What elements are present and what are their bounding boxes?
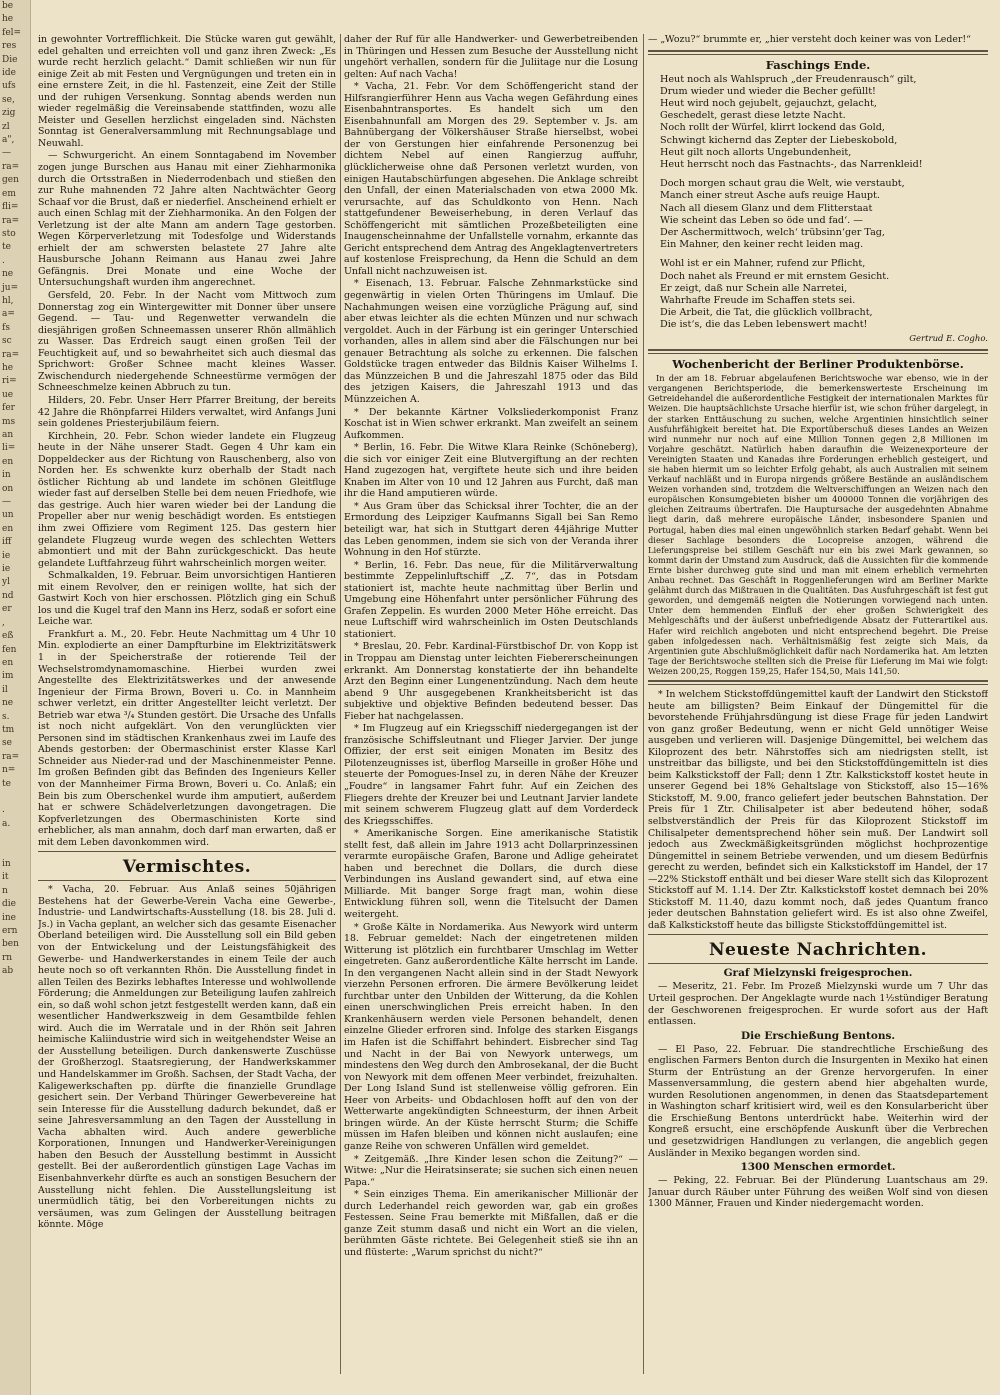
gutter-fragment: ine: [2, 912, 17, 923]
gutter-fragment: in: [2, 859, 11, 869]
gutter-fragment: ufs: [2, 81, 16, 92]
gutter-fragment: fer: [2, 403, 15, 414]
article-kaelte-nordamerika: * Große Kälte in Nordamerika. Aus Newyork wird unterm 18. Februar gemeldet: Nach der eingetretenen milden Witterung ist plötzlich ein furchtbarer Umschlag im Wetter eingetreten. Ganz außerordentliche Kälte herrscht im Lande. In den vergangenen Nacht allein sind in der Stadt Newyork vierzehn Personen erfroren. Die ärmere Bevölkerung leidet furchtbar unter den Unbilden der Witterung, da die Kohlen einen unerschwinglichen Preis erreicht haben. In den Krankenhäusern werden viele Personen behandelt, denen einzelne Glieder erfroren sind. Infolge des starken Eisgangs im Hafen ist die Schiffahrt behindert. Eisbrecher sind Tag und Nacht in der Bai von Newyork unterwegs, um mindestens den Weg durch den Ambrosekanal, der die Bucht von Newyork mit dem offenen Meer verbindet, freizuhalten. Der Long Island Sund ist stellenweise völlig gefroren. Ein Heer von Arbeits- und Obdachlosen hofft auf den von der Wetterwarte angekündigten Schneesturm, der ihnen Arbeit bringen würde. An der Küste herrscht Sturm; die Schiffe müssen im Hafen bleiben und können nicht auslaufen; eine ganze Reihe von schweren Unfällen wird gemeldet.: [344, 921, 638, 1152]
gutter-fragment: ra=: [2, 751, 20, 762]
gutter-fragment: .: [2, 805, 5, 816]
heading-graf-mielzynski: Graf Mielzynski freigesprochen.: [723, 967, 913, 980]
gutter-fragment: yl: [2, 577, 10, 588]
poem-line: Schwingt kichernd das Zepter der Liebeskobold,: [660, 134, 898, 146]
gutter-fragment: em: [2, 188, 16, 199]
gutter-fragment: li=: [2, 443, 16, 454]
gutter-fragment: [0, 1166, 30, 1179]
gutter-fragment: hl,: [2, 295, 14, 306]
gutter-fragment: fen: [2, 644, 17, 655]
poem-line: Drum wieder und wieder die Becher gefüllt!: [660, 85, 876, 97]
gutter-fragment: tm: [2, 724, 15, 735]
section-divider: [648, 50, 988, 55]
gutter-fragment: nd: [2, 590, 14, 601]
gutter-fragment: [0, 1046, 30, 1059]
gutter-fragment: ab: [2, 966, 14, 977]
poem-line: Doch nahet als Freund er mit ernstem Gesicht.: [660, 270, 890, 282]
gutter-fragment: er: [2, 604, 12, 615]
poem-line: Die ist‘s, die das Leben lebenswert macht!: [660, 319, 868, 331]
gutter-fragment: [0, 1019, 30, 1032]
article-frankfurt: Frankfurt a. M., 20. Febr. Heute Nachmittag um 4 Uhr 10 Min. explodierte an einer Dampfturbine im Elektrizitätswerk 1 in der Speicherstraße der rotierende Teil der Wechselstromdynamomaschine. Hierbei wurden zwei Angestellte des Elektrizitätswerkes und der anwesende Ingenieur der Firma Brown, Boveri u. Co. in Mannheim schwer verletzt, ein dritter Angestellter leicht verletzt. Der Betrieb war etwa ³/₄ Stunden gestört. Die Ursache des Unfalls ist noch nicht aufgeklärt. Von den verunglückten vier Personen sind im städtischen Krankenhaus zwei im Laufe des Abends gestorben: der Obermaschinist erster Klasse Karl Schneider aus Nieder-rad und der Maschinenmeister Penne. Im großen Befinden gibt das Befinden des Ingenieurs Keller von der Mannheimer Firma Brown, Boveri u. Co. Anlaß; ein Bein bis zum Oberschenkel wurde ihm amputiert, außerdem hat er schwere Schädelverletzungen davongetragen. Die Kopfverletzungen des Obermaschinisten Korte sind erheblicher, als man annahm, doch darf man erwarten, daß er mit dem Leben davonkommen wird.: [38, 628, 336, 848]
poem-line: Heut noch als Wahlspruch „der Freudenrausch“ gilt,: [660, 73, 917, 85]
gutter-fragment: an: [2, 430, 14, 440]
gutter-fragment: it: [2, 872, 9, 883]
section-divider: [38, 851, 336, 852]
gutter-fragment: se: [2, 738, 12, 749]
gutter-fragment: sc: [2, 336, 12, 347]
gutter-fragment: zig: [2, 108, 16, 119]
gutter-fragment: ie: [2, 564, 11, 575]
article-einziges-thema: * Sein einziges Thema. Ein amerikanischer Millionär der durch Lederhandel reich geworden war, gab ein großes Festessen. Seine Frau bemerkte mit Mißfallen, daß er die ganze Zeit stumm dasaß und nicht ein Wort an die vielen, berühmten Gäste richtete. Bei Gelegenheit stieß sie ihn an und flüsterte: „Warum sprichst du nicht?“: [344, 1189, 638, 1258]
gutter-fragment: [0, 992, 30, 1005]
poem-line: Geschedelt, gerast diese letzte Nacht.: [660, 110, 846, 122]
gutter-fragment: se,: [2, 94, 15, 105]
article-vacha-ausstellung-cont: daher der Ruf für alle Handwerker- und Gewerbetreibenden in Thüringen und Hessen zum Besuche der Ausstellung nicht ungehört verhallen, sondern für die Juliitage nur die Losung gelten: Auf nach Vacha!: [344, 34, 638, 80]
poem-line: Die Arbeit, die Tat, die glücklich vollbracht,: [660, 307, 873, 319]
gutter-fragment: fli=: [2, 202, 19, 213]
gutter-fragment: ben: [2, 939, 19, 950]
gutter-fragment: [0, 1126, 30, 1139]
article-gersfeld: Gersfeld, 20. Febr. In der Nacht vom Mittwoch zum Donnerstag zog ein Wintergewitter mit Donner über unsere Gegend. — Tau- und Regenwetter verwandeln die diesjährigen großen Schneemassen unserer Rhön allmählich zu Wasser. Das Erdreich saugt einen großen Teil der Feuchtigkeit auf, und so bewahrheitet sich auch diesmal das Sprichwort: Großer Schnee macht kleines Wasser. Zwischendurch niedergehende Schneestürme vermögen der Schneeschmelze keinen Abbruch zu tun.: [38, 290, 336, 394]
poem-stanza-2: [660, 178, 982, 251]
gutter-fragment: a",: [2, 135, 15, 146]
gutter-fragment: [0, 791, 30, 804]
gutter-fragment: [0, 1180, 30, 1193]
section-divider: [648, 349, 988, 354]
gutter-fragment: fs: [2, 322, 10, 333]
article-amerikanische-sorgen: * Amerikanische Sorgen. Eine amerikanische Statistik stellt fest, daß allein im Jahre 1913 acht Dollarprinzessinen verarmte europäische Grafen, Barone und Adlige geheiratet haben und berechnet die Dollars, die durch diese Verbindungen ins Ausland gewandert sind, auf etwa eine Milliarde. Mit banger Sorge fragt man, wohin diese Entwicklung führen soll, wenn die Titelsucht der Damen weitergeht.: [344, 828, 638, 921]
poem-line: Doch morgen schaut grau die Welt, wie verstaubt,: [660, 178, 905, 190]
article-stickstoff: * In welchem Stickstoffdüngemittel kauft der Landwirt den Stickstoff heute am billigsten? Beim Einkauf der Düngemittel für die bevorstehende Frühjahrsdüngung ist diese Frage für jeden Landwirt von ganz großer Bedeutung, wenn er nicht Geld unnötiger Weise ausgeben und verlieren will. Dasjenige Düngemittel, bei welchem das Kiloprozent des betr. Nährstoffes sich am niedrigsten stellt, ist unstreitbar das billigste, und bei den Stickstoffdüngemitteln ist dies beim Kalkstickstoff der Fall; denn 1 Ztr. Kalkstickstoff kostet heute in unserer Gegend bei 18% Gehaltslage von Stickstoff, also 15—16% Stickstoff, M. 9.00, franco geliefert jeder beutschen Bahnstation. Der Preis für 1 Ztr. Chilisalpeter ist aber bedeutend höher, sodaß selbstverständlich der Preis für das Kiloprozent Stickstoff im Chilisalpeter dementsprechend höher sein muß. Der Landwirt soll jedoch aus Zweckmäßigkeitsgründen möglichst hochprozentige Düngemittel in seinem Betriebe verwenden, und um diesem Bedürfnis gerecht zu werden, befindet sich ein Kalkstickstoff im Handel, der 17—22% Stickstoff enthält und bei dieser Ware stellt sich das Kiloprozent Stickstoff auf M. 1.14. Der Ztr. Kalkstickstoff kostet demnach bei 20% Stickstoff M. 11.40, dazu kommt noch, daß jedes Quantum franco jeder deutschen Bahnstation geliefert wird. Es ist also ohne Zweifel, daß Kalkstickstoff heute das billigste Stickstoffdüngemittel ist.: [648, 688, 988, 931]
article-gesellenverein-end: in gewohnter Vortrefflichkeit. Die Stücke waren gut gewählt, edel gehalten und erreichten voll und ganz ihren Zweck: „Es wurde recht herzlich gelacht.“ Damit schließen wir nun für einige Zeit ab mit Festen und Vergnügungen und treten ein in eine ernstere Zeit, in die hl. Fastenzeit, eine Zeit der Stille und der ruhigen Versenkung. Sonntag abends werden nun wieder regelmäßig die Vereinsabende stattfinden, wozu alle Meister und Gesellen herzlichst eingeladen sind. Nächsten Sonntag ist Generalversammlung mit Rechnungsablage und Neuwahl.: [38, 34, 336, 149]
gutter-fragment: res: [2, 41, 17, 52]
article-el-paso: — El Paso, 22. Februar. Die standrechtliche Erschießung des englischen Farmers Benton durch die Insurgenten in Mexiko hat einen Sturm der Entrüstung an der Grenze hervorgerufen. In einer Massenversammlung, die gestern abend hier abgehalten wurde, wurden Resolutionen angenommen, in denen das Staatsdepartement in Washington scharf kritisiert wird, weil es den Konsularbericht über die Erschießung Bentons unterdrückt habe. Weiterhin wird der Kongreß ersucht, eine erschöpfende Auskunft über die Verbrechen und gesetzwidrigen Handlungen zu verlangen, die angeblich gegen Ausländer in Mexiko begangen worden sind.: [648, 1043, 988, 1159]
gutter-fragment: [0, 1153, 30, 1166]
gutter-fragment: [0, 1113, 30, 1126]
poem-title: Faschings Ende.: [765, 57, 871, 72]
gutter-fragment: zl: [2, 121, 10, 132]
gutter-fragment: n: [2, 885, 8, 896]
gutter-fragment: .: [2, 255, 5, 266]
gutter-fragment: il: [2, 684, 8, 695]
section-divider: [38, 880, 336, 881]
gutter-fragment: die: [2, 899, 16, 910]
gutter-fragment: ue: [2, 389, 14, 400]
article-zeitgemaess: * Zeitgemäß. „Ihre Kinder lesen schon die Zeitung?“ — Witwe: „Nur die Heiratsinserate; sie suchen sich einen neuen Papa.“: [344, 1153, 638, 1188]
article-wochenbericht: In der am 18. Februar abgelaufenen Berichtswoche war ebenso, wie in der vergangenen Berichtsperiode, die bemerkenswerteste Erscheinung im Getreidehandel die außerordentliche Festigkeit der internationalen Marktes für Weizen. Die hauptsächlichste Ursache hierfür ist, wie schon früher dargelegt, in der starken Enttäuschung zu suchen, welche Argentinien hinsichtlich seiner Ausfuhrfähigkeit bereitet hat. Die Exportüberschuß dieses Landes an Weizen wird nunmehr nur noch auf eine Million Tonnen gegen 2,8 Millionen im Vorjahre geschätzt. Natürlich haben daraufhin die Weizenexporteure der Vereinigten Staaten und Kanadas ihre Forderungen erheblich gesteigert, und sie haben hiermit um so leichter Erfolg gehabt, als auch Australien mit seinem Verkauf nachläßt und in Europa nirgends größere Bestände an ausländischem Weizen vorhanden sind, trotzdem die Weltverschiffungen an Weizen nach den europäischen Konsumgebieten bisher um 400000 Tonnen die vorjährigen des gleichen Zeitraums übertrafen. Die Hauptursache der ausgedehnten Abnahme liegt darin, daß mehrere europäische Länder, insbesondere Spanien und Portugal, haben dies mal einen ungewöhnlich starken Bedarf gehabt. Wenn bei dieser Sachlage besonders die Locopreise anzogen, während die Lieferungspreise bei stillem Geschäft nur ein bis zwei Mark gewannen, so kommt darin der Umstand zum Ausdruck, daß die Aussichten für die kommende Ernte bisher durchweg gute sind und man mit einem erheblich vermehrten Anbau rechnet. Das Geschäft in Roggenlieferungen wird am Berliner Markte gelähmt durch das Mißtrauen in die Qualitäten. Das Ausfuhrgeschäft ist fest gut geworden, und demgemäß neigten die Notierungen vorwiegend nach unten. Unter dem hemmenden Einfluß der eher großen Schwierigkeit des Mehlgeschäfts und der äußerst unbefriedigende Absatz der Futterartikel aus. Hafer wird reichlich angeboten und nicht entsprechend begehrt. Die Preise gaben infolgedessen nach. Verhältnismäßig fest zeigte sich Mais, da Argentinien gute Abschlußmöglichkeit dafür nach Nordamerika hat. Am letzten Tage der Berichtswoche stellten sich die Preise für Lieferung im Mai wie folgt: Weizen 200,25, Roggen 159,25, Hafer 154,50, Mais 141,50.: [648, 373, 988, 676]
gutter-fragment: ie: [2, 550, 11, 561]
gutter-fragment: ju=: [2, 282, 19, 293]
gutter-fragment: a.: [2, 818, 11, 829]
gutter-fragment: im: [2, 671, 14, 682]
article-kirchhein: Kirchhein, 20. Febr. Schon wieder landete ein Flugzeug heute in der Nähe unserer Stadt. Gegen 4 Uhr kam ein Doppeldecker aus der Richtung von Rauschenberg, also von Norden her. Es schwenkte kurz oberhalb der Stadt nach östlicher Richtung ab und landete im schönen Gleitfluge wieder fast auf derselben Stelle bei dem neuen Friedhofe, wie das gestrige. Auch hier waren wieder bei der Landung die Propeller aber nur wenig beschädigt worden. Es entstiegen ihm zwei Offiziere vom Regiment 125. Das gestern hier gelandete Flugzeug wurde wegen des schlechten Wetters abmontiert und mit der Bahn zurückgeschickt. Das heute gelandete Luftfahrzeug führt wahrscheinlich morgen weiter.: [38, 430, 336, 569]
gutter-fragment: ra=: [2, 215, 20, 226]
gutter-fragment: en: [2, 456, 14, 467]
poem-body: [660, 74, 982, 332]
article-peking: — Peking, 22. Februar. Bei der Plünderung Luantschaus am 29. Januar durch Räuber unter Führung des weißen Wolf sind von diesen 1300 Männer, Frauen und Kinder niedergemacht worden.: [648, 1175, 988, 1210]
poem-line: Noch rollt der Würfel, klirrt lockend das Gold,: [660, 122, 885, 134]
gutter-fragment: ne: [2, 698, 14, 709]
column-1: [38, 34, 336, 1379]
gutter-fragment: sto: [2, 228, 16, 239]
article-vacha-schoeffengericht: * Vacha, 21. Febr. Vor dem Schöffengericht stand der Hilfsrangierführer Henn aus Vacha wegen Gefährdung eines Eisenbahntransportes. Es handelt sich um den Eisenbahnunfall am Morgen des 29. September v. Js. am Bahnübergang der Völkershäuser Straße hierselbst, wobei der von Gerstungen hier einfahrende Personenzug bei dichtem Nebel auf einen Rangierzug auffuhr, glücklicherweise ohne daß Personen verletzt wurden, von einigen Hautabschürfungen abgesehen. Die Anklage schreibt den Unfall, der einen Materialschaden von etwa 2000 Mk. verursachte, auf das Schuldkonto von Henn. Nach stattgefundener Beweiserhebung, in deren Verlauf das Schöffengericht mit sämtlichen Prozeßbeteiligten eine Inaugenscheinnahme der Unfallstelle vornahm, erkannte das Gericht entsprechend dem Antrag des Angeklagtenvertreters auf kostenlose Freisprechung, da Henn die Schuld an dem Unfall nicht nachzuweisen ist.: [344, 81, 638, 277]
gutter-fragment: rn: [2, 952, 13, 963]
gutter-fragment: ms: [2, 416, 16, 427]
article-hilders: Hilders, 20. Febr. Unser Herr Pfarrer Breitung, der bereits 42 Jahre die Rhönpfarrei Hilders verwaltet, wird Anfangs Juni sein goldenes Priesterjubiläum feiern.: [38, 394, 336, 430]
wochenbericht-block: [648, 373, 988, 676]
gutter-fragment: n=: [2, 765, 16, 776]
section-heading-neueste: Neueste Nachrichten.: [708, 940, 928, 961]
poem-line: Manch einer streut Asche aufs reuige Haupt.: [660, 190, 880, 202]
heading-benton: Die Erschießung Bentons.: [740, 1029, 896, 1042]
gutter-fragment: he: [2, 362, 14, 373]
poem-line: Wohl ist er ein Mahner, rufend zur Pflicht,: [660, 258, 866, 270]
section-divider: [648, 680, 988, 685]
gutter-fragment: iff: [2, 537, 12, 548]
section-heading-vermischtes: Vermischtes.: [122, 857, 252, 878]
column-3: [648, 34, 988, 1379]
article-berlin-reinke: * Berlin, 16. Febr. Die Witwe Klara Reinke (Schöneberg), die sich vor einiger Zeit eine Blutvergiftung an der rechten Hand zugezogen hat, vergiftete heute sich und ihre beiden Knaben im Alter von 10 und 12 Jahren aus Furcht, daß man ihr die Hand amputieren würde.: [344, 442, 638, 500]
article-flugzeug: * Im Flugzeug auf ein Kriegsschiff niedergegangen ist der französische Schiffsleutnant und Flieger Jarvier. Der junge Offizier, der erst seit einigen Monaten im Besitz des Pilotenzeugnisses ist, überflog Marseille in großer Höhe und steuerte der Pomogues-Insel zu, in deren Nähe der Kreuzer „Foudre“ in langsamer Fahrt fuhr. Auf ein Zeichen des Fliegers drehte der Kreuzer bei und Leutnant Jarvier landete mit seinem schwerem Flugzeug glatt auf dem Vorderdeck des Kriegsschiffes.: [344, 723, 638, 827]
gutter-fragment: [0, 1099, 30, 1112]
heading-1300-menschen: 1300 Menschen ermordet.: [740, 1161, 896, 1174]
gutter-fragment: ra=: [2, 161, 20, 172]
section-divider: [648, 934, 988, 935]
gutter-fragment: [0, 1005, 30, 1018]
heading-wochenbericht: Wochenbericht der Berliner Produktenbörse.: [672, 357, 964, 372]
article-einziges-thema-end: — „Wozu?“ brummte er, „hier versteht doch keiner was von Leder!“: [648, 34, 971, 45]
poem-line: Heut gilt noch allorts Ungebundenheit,: [660, 146, 852, 158]
gutter-fragment: eß: [2, 631, 14, 642]
gutter-fragment: he: [2, 14, 14, 25]
article-breslau: * Breslau, 20. Febr. Kardinal-Fürstbischof Dr. von Kopp ist in Troppau am Dienstag unter leichten Fiebererscheinungen erkrankt. Am Donnerstag konstatierte der ihn behandelte Arzt den Beginn einer Lungenentzündung. Nach dem heute abend 9 Uhr ausgegebenen Krankheitsbericht ist das subjektive und objektive Befinden bedeutend besser. Das Fieber hat nachgelassen.: [344, 641, 638, 722]
gutter-fragment: gen: [2, 175, 19, 186]
poem-line: Heut wird noch gejubelt, gejauchzt, gelacht,: [660, 97, 877, 109]
article-berlin-zeppelin: * Berlin, 16. Febr. Das neue, für die Militärverwaltung bestimmte Zeppelinluftschiff „Z. 7“, das in Potsdam stationiert ist, machte heute nachmittag über Berlin und Umgebung eine Höhenfahrt unter persönlicher Führung des Grafen Zeppelin. Es wurden 2000 Meter Höhe erreicht. Das neue Luftschiff wird wahrscheinlich im Osten Deutschlands stationiert.: [344, 559, 638, 640]
section-divider: [648, 963, 988, 964]
poem-line: Wie scheint das Leben so öde und fad‘. —: [660, 214, 863, 226]
poem-line: Heut herrscht noch das Fastnachts-, das Narrenkleid!: [660, 158, 923, 170]
poem-line: Der Aschermittwoch, welch‘ trübsinn‘ger Tag,: [660, 226, 885, 238]
gutter-fragment: en: [2, 523, 14, 534]
column-rule: [340, 34, 341, 1374]
poem-line: Ein Mahner, den keiner recht leiden mag.: [660, 239, 864, 251]
poem-line: Wahrhafte Freude im Schaffen stets sei.: [660, 295, 856, 306]
article-schwurgericht: — Schwurgericht. An einem Sonntagabend im November zogen junge Burschen aus Hanau mit einer Ziehharmonika durch die Ortsstraßen in Niederrodenbach und stießen den zur Ruhe mahnenden 72 Jahre alten Nachtwächter Georg Schaaf vor die Brust, daß er niederfiel. Anscheinend erhielt er auch einen Schlag mit der Ziehharmonika. An den Folgen der Verletzung ist der alte Mann am andern Tage gestorben. Wegen Körperverletzung mit Todesfolge und Widerstands erhielt der am schwersten belastete 27 Jahre alte Hausbursche Johann Reimann aus Hanau zwei Jahre Gefängnis. Drei Monate und eine Woche der Untersuchungshaft wurden ihm angerechnet.: [38, 150, 336, 289]
adjacent-page-edge: [0, 0, 31, 1395]
column-2: [344, 34, 638, 1379]
gutter-fragment: [0, 1059, 30, 1072]
poem-stanza-1: [660, 74, 982, 172]
gutter-fragment: ne: [2, 269, 14, 280]
gutter-fragment: [0, 1086, 30, 1099]
article-koschat: * Der bekannte Kärtner Volksliederkomponist Franz Koschat ist in Wien schwer erkrankt. Man zweifelt an seinem Aufkommen.: [344, 406, 638, 441]
gutter-fragment: in: [2, 470, 11, 481]
gutter-fragment: be: [2, 1, 14, 11]
gutter-fragment: s.: [2, 711, 10, 722]
poem-line: Nach all diesem Glanz und dem Flitterstaat: [660, 202, 873, 214]
gutter-fragment: [0, 845, 30, 858]
gutter-fragment: ,: [2, 617, 5, 628]
article-schmalkalden: Schmalkalden, 19. Februar. Beim unvorsichtigen Hantieren mit einem Revolver, den er reinigen wollte, hat sich der Gastwirt Koch von hier erschossen. Plötzlich ging ein Schuß los und die Kugel traf den Mann ins Herz, sodaß er sofort eine Leiche war.: [38, 570, 336, 628]
gutter-fragment: [0, 1073, 30, 1086]
gutter-fragment: Die: [2, 54, 18, 65]
column-rule: [643, 34, 644, 1374]
gutter-fragment: ra=: [2, 349, 20, 360]
gutter-fragment: ide: [2, 68, 16, 79]
gutter-fragment: un: [2, 510, 14, 521]
gutter-fragment: [0, 1140, 30, 1153]
gutter-fragment: —: [2, 497, 11, 508]
poem-line: Er zeigt, daß nur Schein alle Narretei,: [660, 282, 848, 294]
gutter-fragment: ern: [2, 926, 18, 937]
article-vacha-ausstellung: * Vacha, 20. Februar. Aus Anlaß seines 50jährigen Bestehens hat der Gewerbe-Verein Vacha eine Gewerbe-, Industrie- und Landwirtschafts-Ausstellung (18. bis 28. Juli d. Js.) in Vacha geplant, an welcher sich das gesamte Eisenacher Oberland beteiligen wird. Die Ausstellung soll ein Bild geben von der Entwickelung und der Leistungsfähigkeit des Gewerbe- und Handwerkerstandes in einem Teile der auch heute noch so oft verkannten Rhön. Die Ausstellung findet in allen Teilen des Bezirks lebhaftes Interesse und wohlwollende Förderung; die Anmeldungen zur Beteiligung laufen zahlreich ein, so daß wohl schon jetzt festgestellt werden kann, daß ein wesentlicher Handwerkszweig in dem Gesamtbilde fehlen wird. Auch die im Werratale und in der Rhön seit Jahren heimische Kaliindustrie wird sich in weitgehendster Weise an der Ausstellung beteiligen. Durch dankenswerte Zuschüsse der Großherzogl. Staatsregierung, der Handwerkskammer und Handelskammer im Großh. Sachsen, der Stadt Vacha, der Kaligewerkschaften pp. dürfte die finanzielle Grundlage gesichert sein. Der Verband Thüringer Gewerbevereine hat sein Interesse für die Ausstellung dadurch bekundet, daß er seine Jahresversammlung an den Tagen der Ausstellung in Vacha abhalten wird. Auch andere gewerbliche Korporationen, Innungen und Handwerker-Vereinigungen haben den Besuch der Ausstellung bestimmt in Aussicht gestellt. Bei der außerordentlich günstigen Lage Vachas im Eisenbahnverkehr dürfte es auch an sonstigen Besuchern der Ausstellung nicht fehlen. Die Ausstellungsleitung ist unermüdlich tätig, bei den Vorbereitungen nichts zu versäumen, was zum Gelingen der Ausstellung beitragen könnte. Möge: [38, 884, 336, 1231]
gutter-fragment: on: [2, 483, 14, 494]
poem-author: Gertrud E. Cogho.: [909, 333, 988, 344]
gutter-fragment: en: [2, 657, 14, 668]
poem-stanza-3: [660, 258, 982, 331]
gutter-fragment: a=: [2, 309, 15, 320]
gutter-fragment: fel=: [2, 27, 22, 38]
gutter-fragment: te: [2, 242, 11, 253]
article-eisenach: * Eisenach, 13. Februar. Falsche Zehnmarkstücke sind gegenwärtig in vielen Orten Thüringens im Umlauf. Die Nachahmungen weisen eine vorzügliche Prägung auf, sind aber etwas leichter als die echten Münzen und nur schwach vergoldet. Auch in der Färbung ist ein geringer Unterschied vorhanden, alles in allem sind aber die Fälschungen nur bei genauer Betrachtung als solche zu erkennen. Die falschen Goldstücke tragen entweder das Bildnis Kaiser Wilhelms I. das Münzzeichen B und die Jahreszahl 1875 oder das Bild des jetzigen Kaisers, die Jahreszahl 1913 und das Münzzeichen A.: [344, 278, 638, 405]
gutter-fragment: —: [2, 148, 11, 159]
gutter-fragment: [0, 1032, 30, 1045]
gutter-fragment: [0, 831, 30, 844]
gutter-fragment: te: [2, 778, 11, 789]
article-stuttgart: * Aus Gram über das Schicksal ihrer Tochter, die an der Ermordung des Leipziger Kaufmanns Sigall bei San Remo beteiligt war, hat sich in Stuttgart deren 44jährige Mutter das Leben genommen, indem sie sich von der Veranda ihrer Wohnung in den Hof stürzte.: [344, 500, 638, 559]
article-meseritz: — Meseritz, 21. Febr. Im Prozeß Mielzynski wurde um 7 Uhr das Urteil gesprochen. Der Angeklagte wurde nach 1½stündiger Beratung der Geschworenen freigesprochen. Er wurde sofort aus der Haft entlassen.: [648, 981, 988, 1028]
gutter-fragment: ri=: [2, 376, 17, 387]
gutter-fragment: [0, 979, 30, 992]
